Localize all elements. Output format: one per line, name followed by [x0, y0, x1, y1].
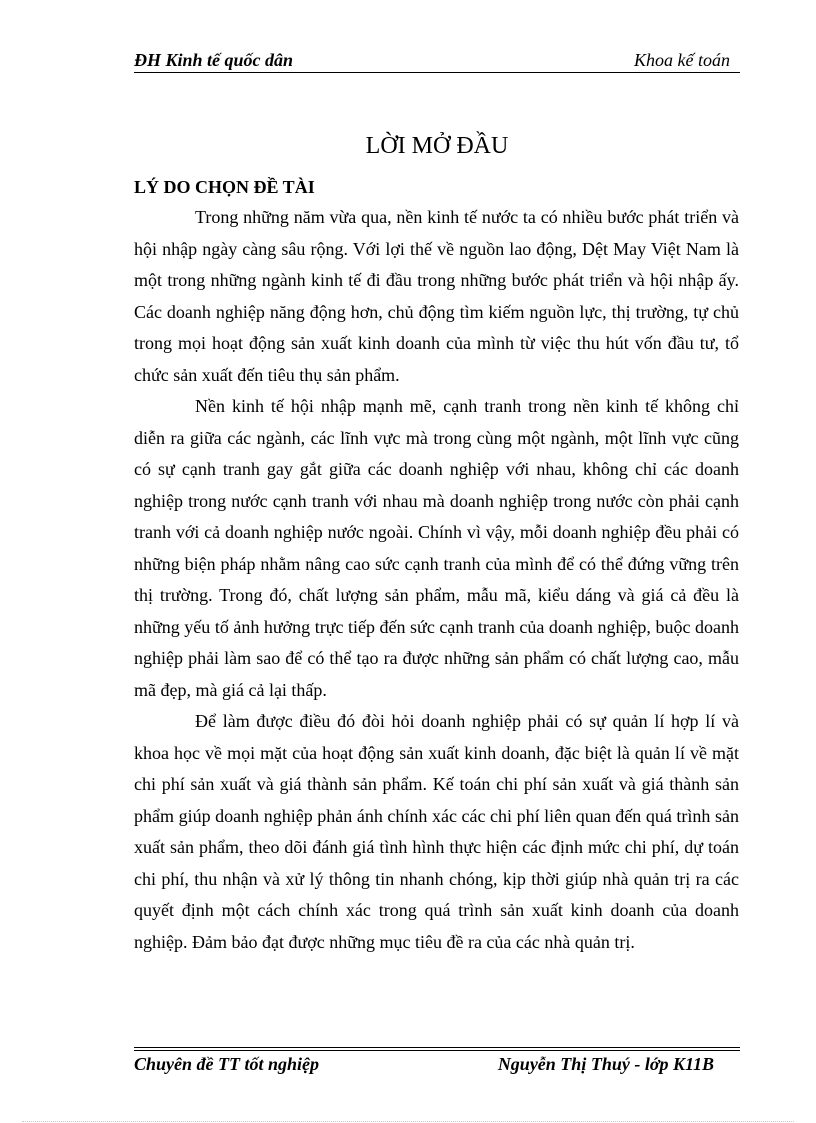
- footer-divider-top: [134, 1047, 740, 1048]
- page-header: [134, 50, 740, 74]
- footer-divider-bottom: [134, 1050, 740, 1051]
- page-footer: [134, 1054, 740, 1078]
- paragraph-1: Trong những năm vừa qua, nền kinh tế nước ta có nhiều bước phát triển và hội nhập ngày càng sâu rộng. Với lợi thế về nguồn lao động, Dệt May Việt Nam là một trong những ngành kinh tế đi đầu trong những bước phát triển và hội nhập ấy. Các doanh nghiệp năng động hơn, chủ động tìm kiếm nguồn lực, thị trường, tự chủ trong mọi hoạt động sản xuất kinh doanh của mình từ việc thu hút vốn đầu tư, tổ chức sản xuất đến tiêu thụ sản phẩm.: [134, 207, 739, 385]
- footer-report-title: Chuyên đề TT tốt nghiệp: [134, 1054, 320, 1074]
- page-title: LỜI MỞ ĐẦU: [365, 133, 509, 159]
- footer-author: Nguyễn Thị Thuý - lớp K11B: [497, 1054, 714, 1074]
- header-divider: [134, 72, 740, 73]
- paragraph-3: Để làm được điều đó đòi hỏi doanh nghiệp phải có sự quản lí hợp lí và khoa học về mọi mặt của hoạt động sản xuất kinh doanh, đặc biệt là quản lí về mặt chi phí sản xuất và giá thành sản phẩm. Kế toán chi phí sản xuất và giá thành sản phẩm giúp doanh nghiệp phản ánh chính xác các chi phí liên quan đến quá trình sản xuất sản phẩm, theo dõi đánh giá tình hình thực hiện các định mức chi phí, dự toán chi phí, thu nhận và xử lý thông tin nhanh chóng, kịp thời giúp nhà quản trị ra các quyết định một cách chính xác trong quá trình sản xuất kinh doanh của doanh nghiệp. Đảm bảo đạt được những mục tiêu đề ra của các nhà quản trị.: [134, 711, 739, 952]
- section-heading: LÝ DO CHỌN ĐỀ TÀI: [134, 177, 315, 197]
- body-text: [134, 202, 739, 958]
- paragraph-2: Nền kinh tế hội nhập mạnh mẽ, cạnh tranh trong nền kinh tế không chỉ diễn ra giữa các ngành, các lĩnh vực mà trong cùng một ngành, một lĩnh vực cũng có sự cạnh tranh gay gắt giữa các doanh nghiệp với nhau, không chỉ các doanh nghiệp trong nước cạnh tranh với nhau mà doanh nghiệp trong nước còn phải cạnh tranh với cả doanh nghiệp nước ngoài. Chính vì vậy, mỗi doanh nghiệp đều phải có những biện pháp nhằm nâng cao sức cạnh tranh của mình để có thể đứng vững trên thị trường. Trong đó, chất lượng sản phẩm, mẫu mã, kiểu dáng và giá cả đều là những yếu tố ảnh hưởng trực tiếp đến sức cạnh tranh của doanh nghiệp, buộc doanh nghiệp phải làm sao để có thể tạo ra được những sản phẩm có chất lượng cao, mẫu mã đẹp, mà giá cả lại thấp.: [134, 396, 739, 700]
- page-edge: [22, 1121, 794, 1122]
- header-university: ĐH Kinh tế quốc dân: [134, 50, 294, 70]
- header-faculty: Khoa kế toán: [634, 50, 730, 70]
